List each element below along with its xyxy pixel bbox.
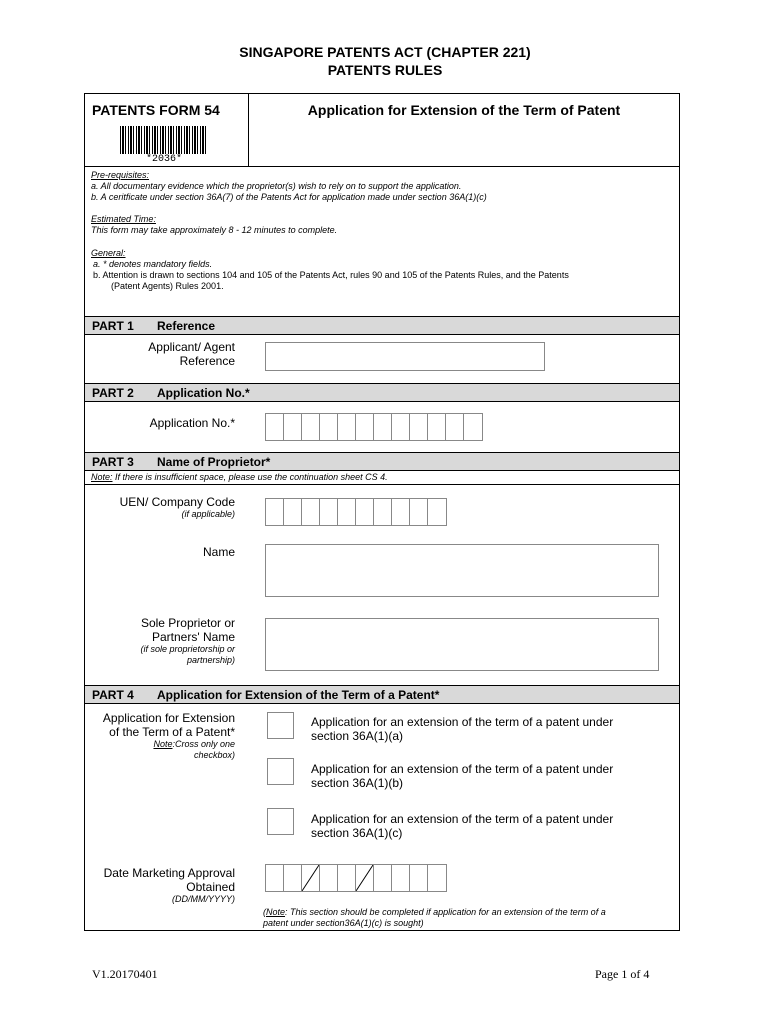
application-no-input[interactable]: [265, 413, 483, 441]
barcode-text: *2036*: [145, 154, 182, 165]
prereq-heading: Pre-requisites:: [91, 170, 150, 180]
extension-type-label: Application for Extension of the Term of a Patent*: [102, 711, 235, 739]
divider: [84, 484, 680, 485]
uen-sub: (if applicable): [181, 509, 235, 519]
part1-header: [85, 317, 679, 334]
divider: [84, 470, 680, 471]
date-approval-input[interactable]: [265, 864, 447, 892]
barcode-image: [120, 126, 208, 154]
option-b-checkbox[interactable]: [267, 758, 294, 785]
divider: [84, 166, 680, 167]
general-b-cont: (Patent Agents) Rules 2001.: [111, 281, 224, 291]
option-a-label: Application for an extension of the term of a patent under section 36A(1)(a): [311, 715, 614, 743]
part4-title: Application for Extension of the Term of a Patent*: [157, 688, 440, 702]
date-note: (Note: This section should be completed if application for an extension of the term of a patent under section36A(1)(c) is sought): [263, 907, 606, 928]
act-title: SINGAPORE PATENTS ACT (CHAPTER 221): [239, 44, 531, 60]
option-c-checkbox[interactable]: [267, 808, 294, 835]
form-title: Application for Extension of the Term of Patent: [307, 102, 621, 118]
part3-header: [85, 453, 679, 470]
page-number: Page 1 of 4: [595, 967, 650, 981]
option-b-label: Application for an extension of the term of a patent under section 36A(1)(b): [311, 762, 614, 790]
option-a-checkbox[interactable]: [267, 712, 294, 739]
general-heading: General:: [91, 248, 126, 258]
part3-num: PART 3: [92, 455, 134, 469]
part2-header: [85, 384, 679, 401]
option-c-label: Application for an extension of the term of a patent under section 36A(1)(c): [311, 812, 614, 840]
part2-title: Application No.*: [157, 386, 250, 400]
part4-num: PART 4: [92, 688, 134, 702]
divider: [84, 703, 680, 704]
uen-label: UEN/ Company Code: [119, 495, 235, 509]
name-label: Name: [202, 545, 235, 559]
part1-title: Reference: [157, 319, 216, 333]
time-heading: Estimated Time:: [91, 214, 156, 224]
prereq-item-a: a. All documentary evidence which the proprietor(s) wish to rely on to support the application.: [91, 181, 462, 191]
date-separator-icon: [302, 865, 319, 891]
time-text: This form may take approximately 8 - 12 minutes to complete.: [91, 225, 338, 235]
divider: [84, 401, 680, 402]
sole-proprietor-input[interactable]: [265, 618, 659, 671]
form-name: PATENTS FORM 54: [92, 102, 220, 118]
name-input[interactable]: [265, 544, 659, 597]
uen-input[interactable]: [265, 498, 447, 526]
reference-input[interactable]: [265, 342, 545, 371]
date-separator-icon: [356, 865, 373, 891]
sole-proprietor-label: Sole Proprietor or Partners' Name: [140, 616, 235, 644]
version-text: V1.20170401: [92, 967, 158, 981]
part3-title: Name of Proprietor*: [157, 455, 271, 469]
date-approval-label: Date Marketing Approval Obtained: [103, 866, 235, 894]
prereq-item-b: b. A ceritficate under section 36A(7) of the Patents Act for application made under section 36A(1)(c): [91, 192, 487, 202]
part3-note: Note: If there is insufficient space, please use the continuation sheet CS 4.: [91, 472, 388, 482]
application-no-label: Application No.*: [149, 416, 235, 430]
divider: [84, 334, 680, 335]
date-approval-sub: (DD/MM/YYYY): [172, 894, 235, 904]
extension-type-sub: Note:Cross only one checkbox): [153, 739, 235, 760]
part1-num: PART 1: [92, 319, 134, 333]
general-a: a. * denotes mandatory fields.: [93, 259, 213, 269]
reference-label: Applicant/ Agent Reference: [148, 340, 235, 368]
part2-num: PART 2: [92, 386, 134, 400]
part4-header: [85, 686, 679, 703]
general-b: b. Attention is drawn to sections 104 and 105 of the Patents Act, rules 90 and 105 of the Patents Rules, and the Patents: [93, 270, 569, 280]
sole-proprietor-sub: (if sole proprietorship or partnership): [140, 644, 235, 665]
rules-title: PATENTS RULES: [327, 62, 443, 78]
